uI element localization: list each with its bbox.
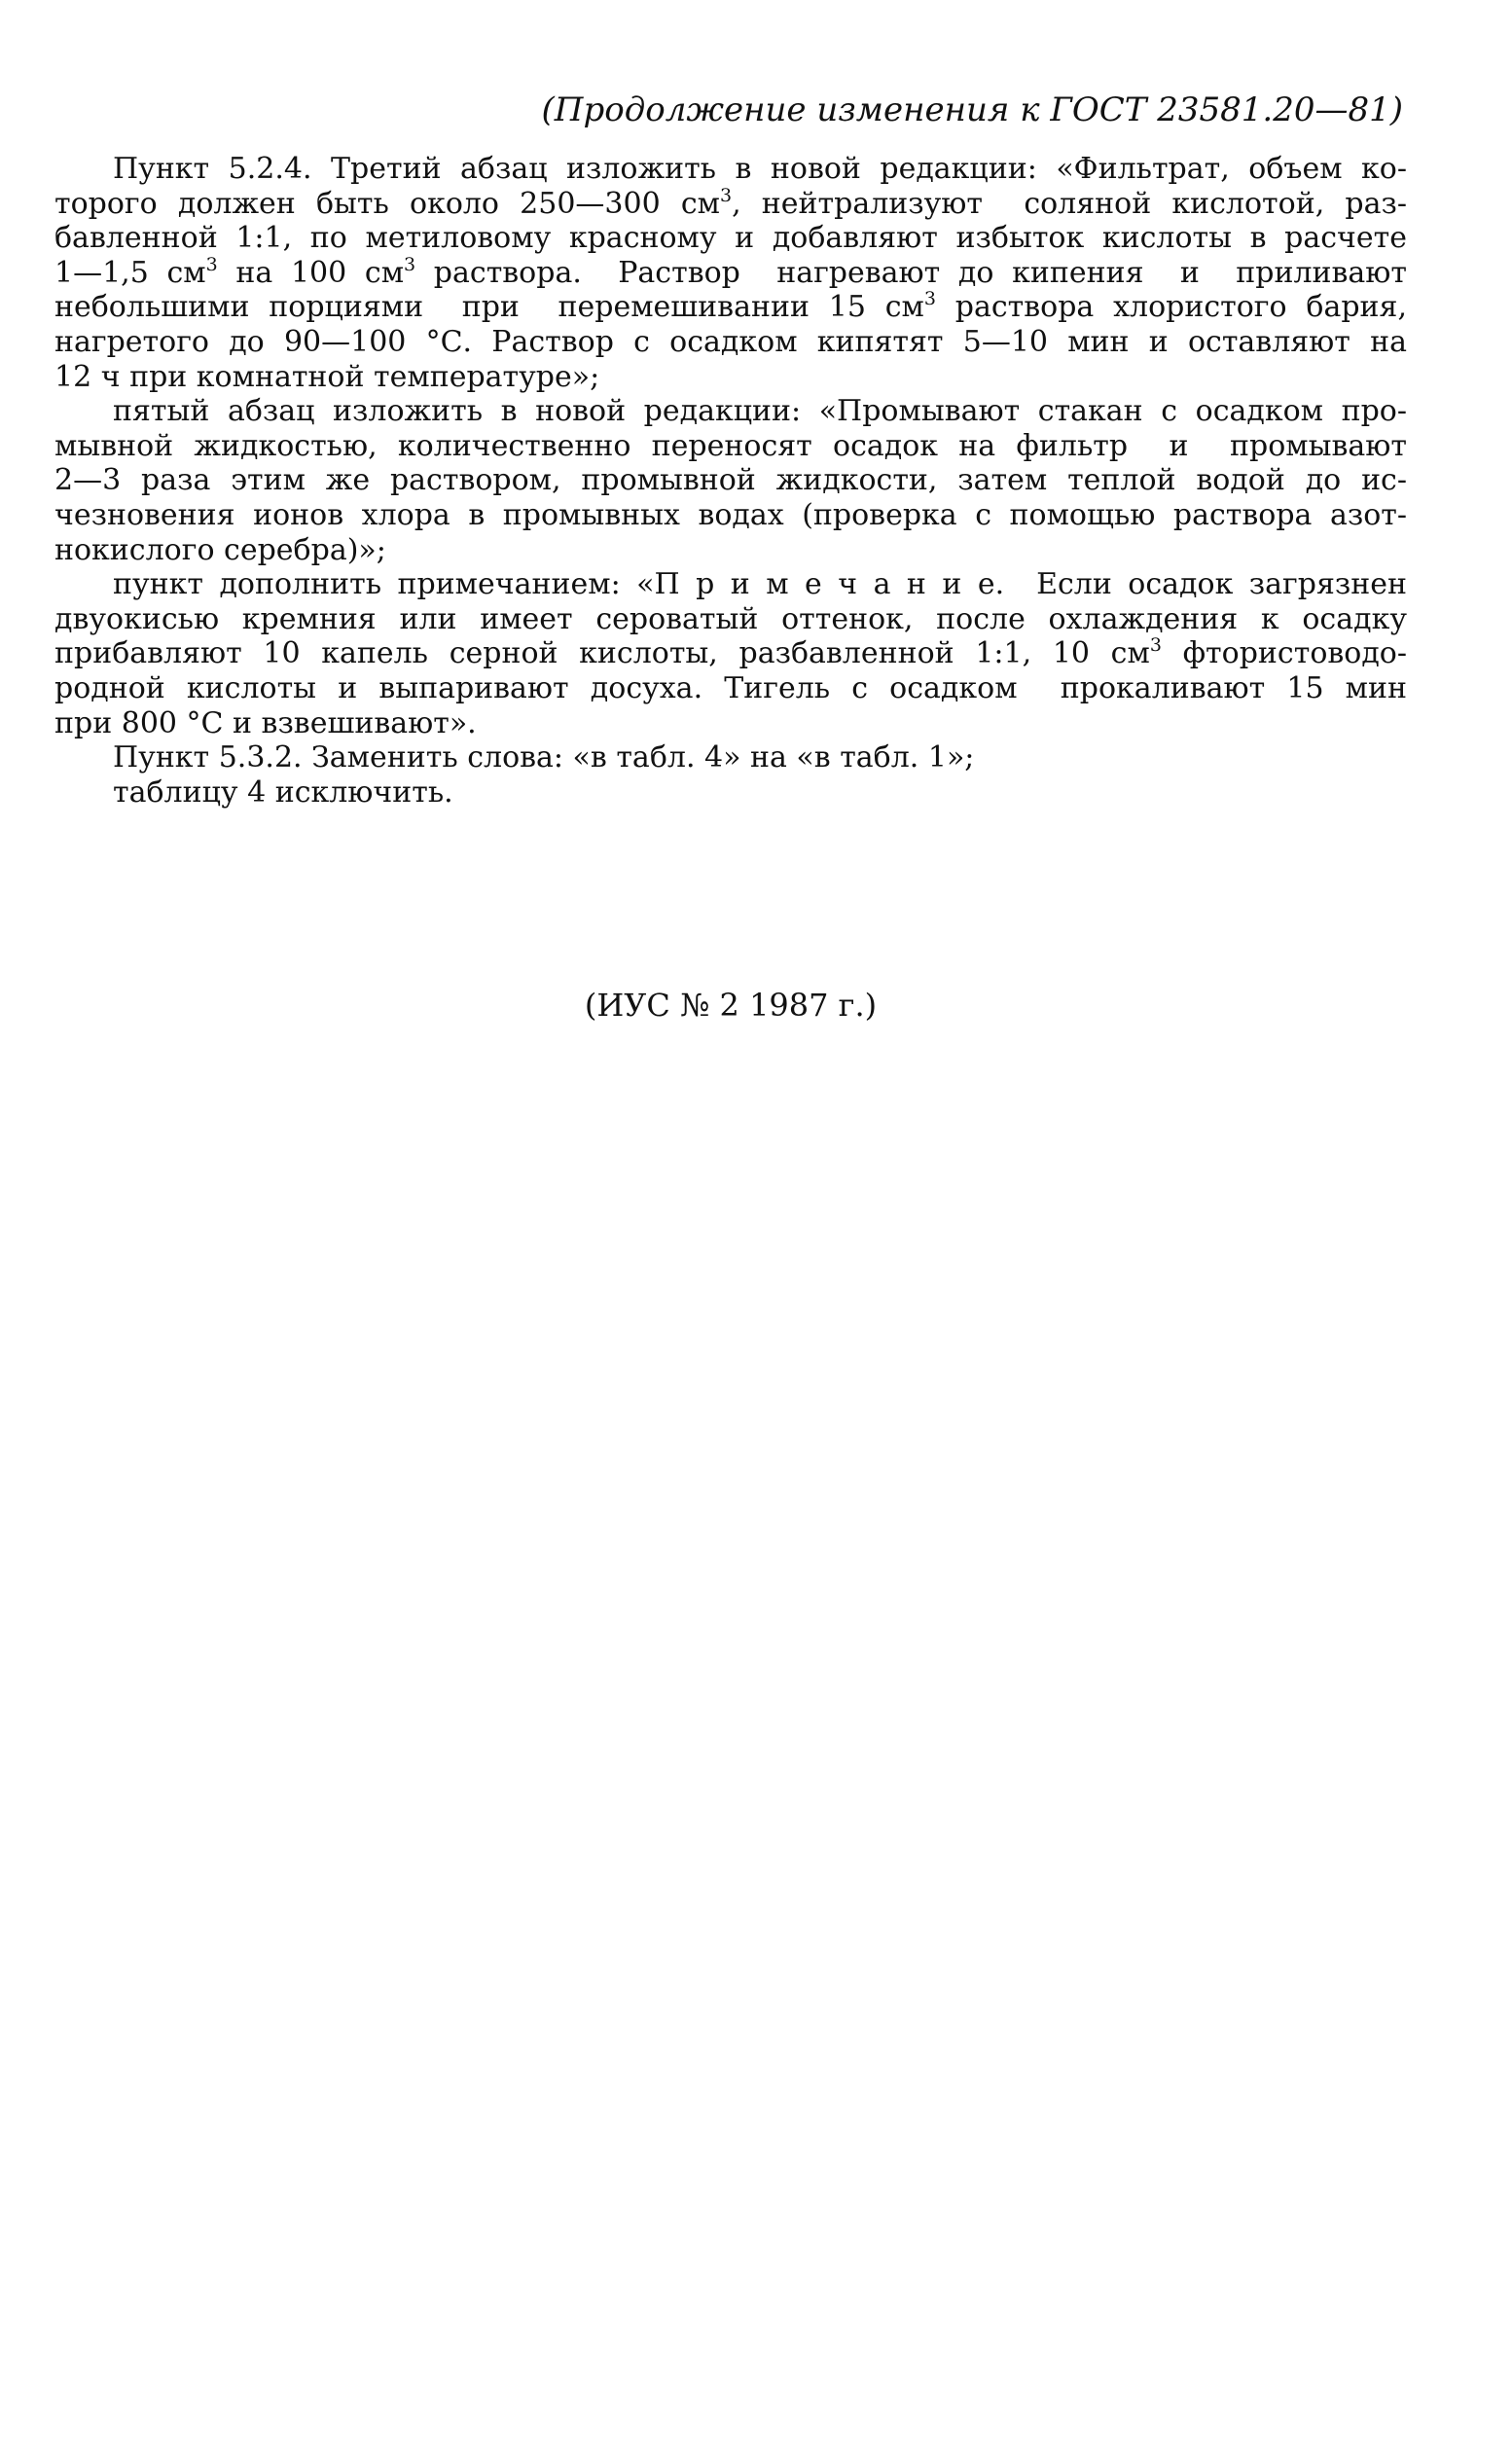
text-run: пункт дополнить примечанием: «П р и м е ч а н и е. Если осадок загрязнен — [113, 567, 1407, 602]
text-line — [54, 290, 1407, 325]
text-line — [54, 184, 1407, 222]
text-line — [54, 394, 1407, 429]
paragraph — [54, 740, 1407, 775]
text-run: фтористоводо- — [1161, 636, 1407, 671]
paragraph-list — [54, 152, 1407, 810]
paragraph — [54, 394, 1407, 567]
page-header: (Продолжение изменения к ГОСТ 23581.20—81) — [541, 90, 1403, 129]
superscript: 3 — [923, 288, 936, 310]
text-line — [54, 636, 1407, 671]
text-run: нагретого до 90—100 °С. Раствор с осадком кипятят 5—10 мин и оставляют на — [54, 324, 1407, 359]
paragraph — [54, 152, 1407, 394]
text-line — [54, 706, 1407, 741]
paragraph — [54, 567, 1407, 740]
text-line — [54, 463, 1407, 498]
text-run: 12 ч при комнатной температуре»; — [54, 359, 600, 394]
text-run: на 100 см — [217, 255, 405, 290]
text-line — [54, 602, 1407, 637]
text-line — [54, 360, 1407, 395]
paragraph — [54, 775, 1407, 810]
text-line — [54, 533, 1407, 568]
document-body — [54, 152, 1407, 1024]
superscript: 3 — [404, 253, 416, 275]
text-run: 1—1,5 см — [54, 255, 206, 290]
superscript: 3 — [719, 184, 733, 206]
text-run: Пункт 5.3.2. Заменить слова: «в табл. 4» на «в табл. 1»; — [113, 740, 975, 775]
text-run: 2—3 раза этим же раствором, промывной жидкости, затем теплой водой до ис- — [54, 463, 1407, 498]
text-run: при 800 °С и взвешивают». — [54, 705, 477, 740]
text-line — [54, 740, 1407, 775]
text-run: прибавляют 10 капель серной кислоты, разбавленной 1:1, 10 см — [54, 636, 1150, 671]
text-run: родной кислоты и выпаривают досуха. Тигель с осадком прокаливают 15 мин — [54, 670, 1407, 705]
text-run: пятый абзац изложить в новой редакции: «Промывают стакан с осадком про- — [113, 394, 1407, 429]
source-reference: (ИУС № 2 1987 г.) — [584, 987, 878, 1024]
text-line — [54, 498, 1407, 533]
text-line — [54, 775, 1407, 810]
superscript: 3 — [1149, 634, 1162, 657]
text-run: раствора. Раствор нагревают до кипения и приливают — [415, 255, 1407, 290]
text-run: бавленной 1:1, по метиловому красному и добавляют избыток кислоты в расчете — [54, 221, 1407, 256]
text-line — [54, 221, 1407, 256]
text-run: мывной жидкостью, количественно переносят осадок на фильтр и промывают — [54, 428, 1407, 463]
text-run: нокислого серебра)»; — [54, 532, 386, 567]
text-line — [54, 325, 1407, 360]
text-line — [54, 253, 1407, 291]
text-run: торого должен быть около 250—300 см — [54, 186, 720, 221]
text-run: Пункт 5.2.4. Третий абзац изложить в новой редакции: «Фильтрат, объем ко- — [113, 152, 1407, 186]
text-run: , нейтрализуют соляной кислотой, раз- — [732, 186, 1407, 221]
text-run: двуокисью кремния или имеет сероватый оттенок, после охлаждения к осадку — [54, 601, 1407, 636]
text-run: таблицу 4 исключить. — [113, 774, 453, 810]
text-run: раствора хлористого бария, — [935, 290, 1407, 325]
text-line — [54, 429, 1407, 464]
text-run: чезновения ионов хлора в промывных водах (проверка с помощью раствора азот- — [54, 497, 1407, 532]
text-line — [54, 567, 1407, 602]
text-line — [54, 152, 1407, 187]
text-line — [54, 671, 1407, 706]
superscript: 3 — [205, 253, 218, 275]
text-run: небольшими порциями при перемешивании 15 см — [54, 290, 924, 325]
